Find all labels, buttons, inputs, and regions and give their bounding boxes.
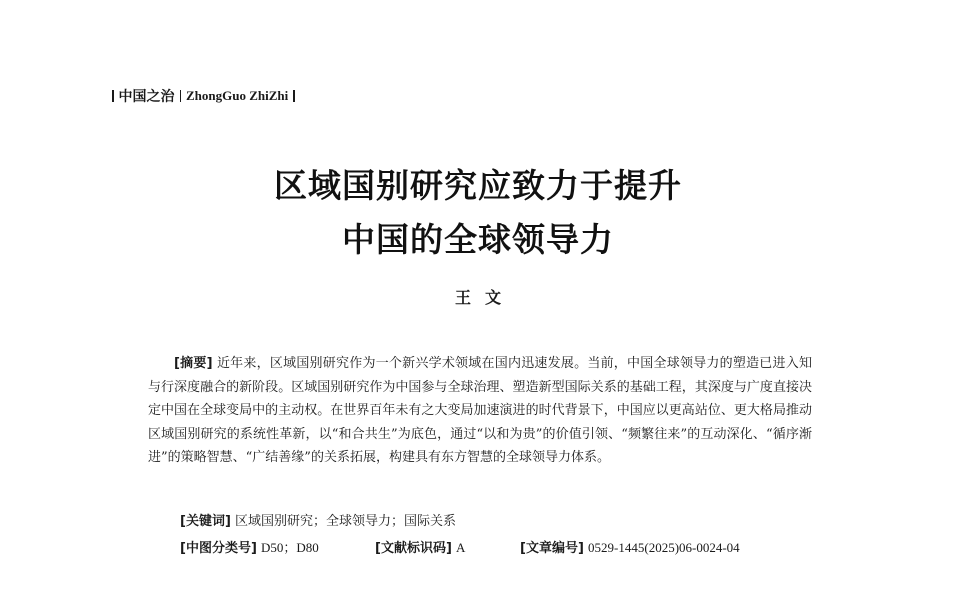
article-number-label: [文章编号] [520,541,584,556]
document-code-label: [文献标识码] [375,541,452,556]
column-name-en: ZhongGuo ZhiZhi [186,88,289,103]
article-number [520,537,740,556]
article-author: 王文 [454,288,515,307]
article-number-value: 0529-1445(2025)06-0024-04 [588,540,740,555]
keywords-row [180,510,456,529]
document-code-value: A [456,540,466,555]
clc-value: D50；D80 [261,540,319,555]
abstract-paragraph [148,352,812,470]
header-divider-right [293,90,295,102]
column-name-cn: 中国之治 [118,89,175,105]
abstract-text: 近年来，区域国别研究作为一个新兴学术领域在国内迅速发展。当前，中国全球领导力的塑造已进入知与行深度融合的新阶段。区域国别研究作为中国参与全球治理、塑造新型国际关系的基础工程，其深度与广度直接决定中国在全球变局中的主动权。在世界百年未有之大变局加速演进的时代背景下，中国应以更高站位、更大格局推动区域国别研究的系统性革新，以“和合共生”为底色，通过“以和为贵”的价值引领、“频繁往来”的互动深化、“循序渐进”的策略智慧、“广结善缘”的关系拓展，构建具有东方智慧的全球领导力体系。 [148,356,812,465]
document-code [375,537,465,556]
keywords-value: 区域国别研究；全球领导力；国际关系 [235,514,457,529]
clc-number [180,537,319,556]
header-divider-left [112,90,114,102]
clc-label: [中图分类号] [180,541,257,556]
abstract-label: [摘要] [174,356,213,371]
header-divider-middle [180,90,182,102]
column-header [112,86,295,106]
article-title-line-2: 中国的全球领导力 [342,220,614,259]
article-title-line-1: 区域国别研究应致力于提升 [274,166,682,205]
keywords-label: [关键词] [180,514,231,529]
